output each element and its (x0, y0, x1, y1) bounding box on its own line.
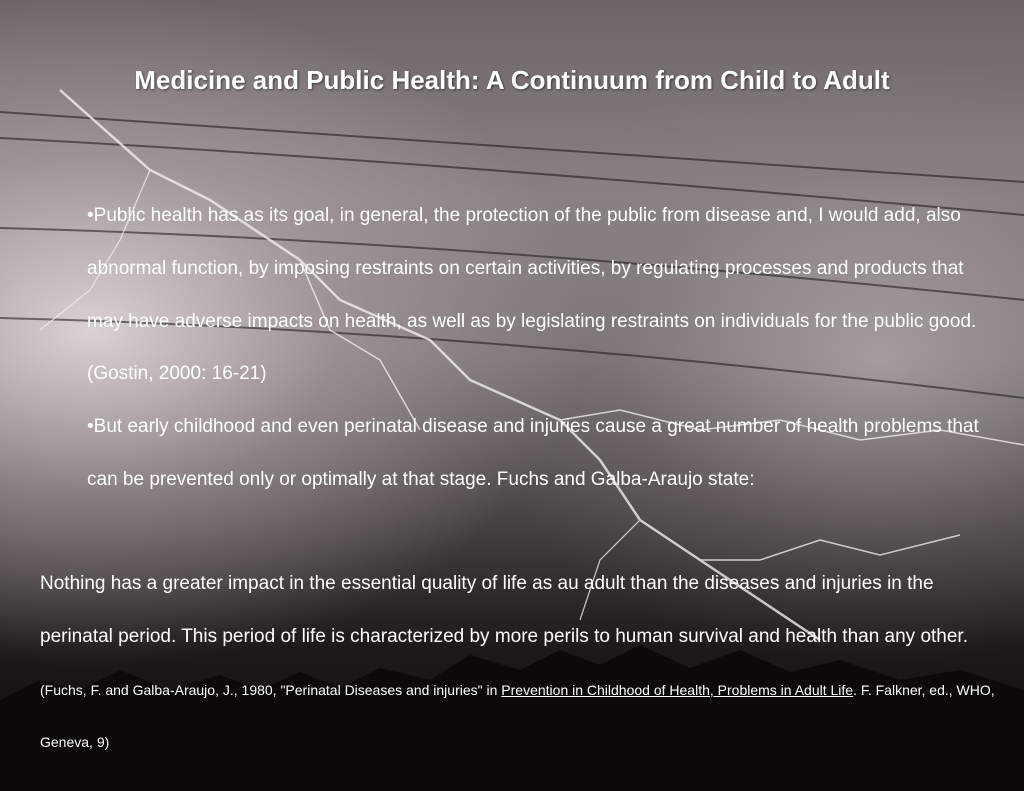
bullet-item: •But early childhood and even perinatal disease and injuries cause a great number of health problems that can be prevented only or optimally at that stage. Fuchs and Galba-Araujo state: (87, 416, 979, 490)
citation (40, 682, 995, 751)
citation-suffix: . F. Falkner, ed., WHO, Geneva, 9) (40, 681, 995, 751)
quote-text: Nothing has a greater impact in the essential quality of life as au adult than the diseases and injuries in the perinatal period. This period of life is characterized by more perils to human survival and health than any other. (40, 573, 968, 647)
bullet-item: •Public health has as its goal, in general, the protection of the public from disease and, I would add, also abnormal function, by imposing restraints on certain activities, by regulating processes and products that may have adverse impacts on health, as well as by legislating restraints on individuals for the public good. (Gostin, 2000: 16-21) (87, 205, 977, 385)
quote-paragraph (40, 558, 1000, 769)
bullet-list (87, 190, 1002, 507)
citation-prefix: (Fuchs, F. and Galba-Araujo, J., 1980, "Perinatal Diseases and injuries" in (40, 681, 502, 698)
citation-book-title: Prevention in Childhood of Health, Problems in Adult Life (501, 681, 854, 698)
slide-title: Medicine and Public Health: A Continuum from Child to Adult (134, 65, 890, 95)
block-quote (40, 558, 1000, 769)
